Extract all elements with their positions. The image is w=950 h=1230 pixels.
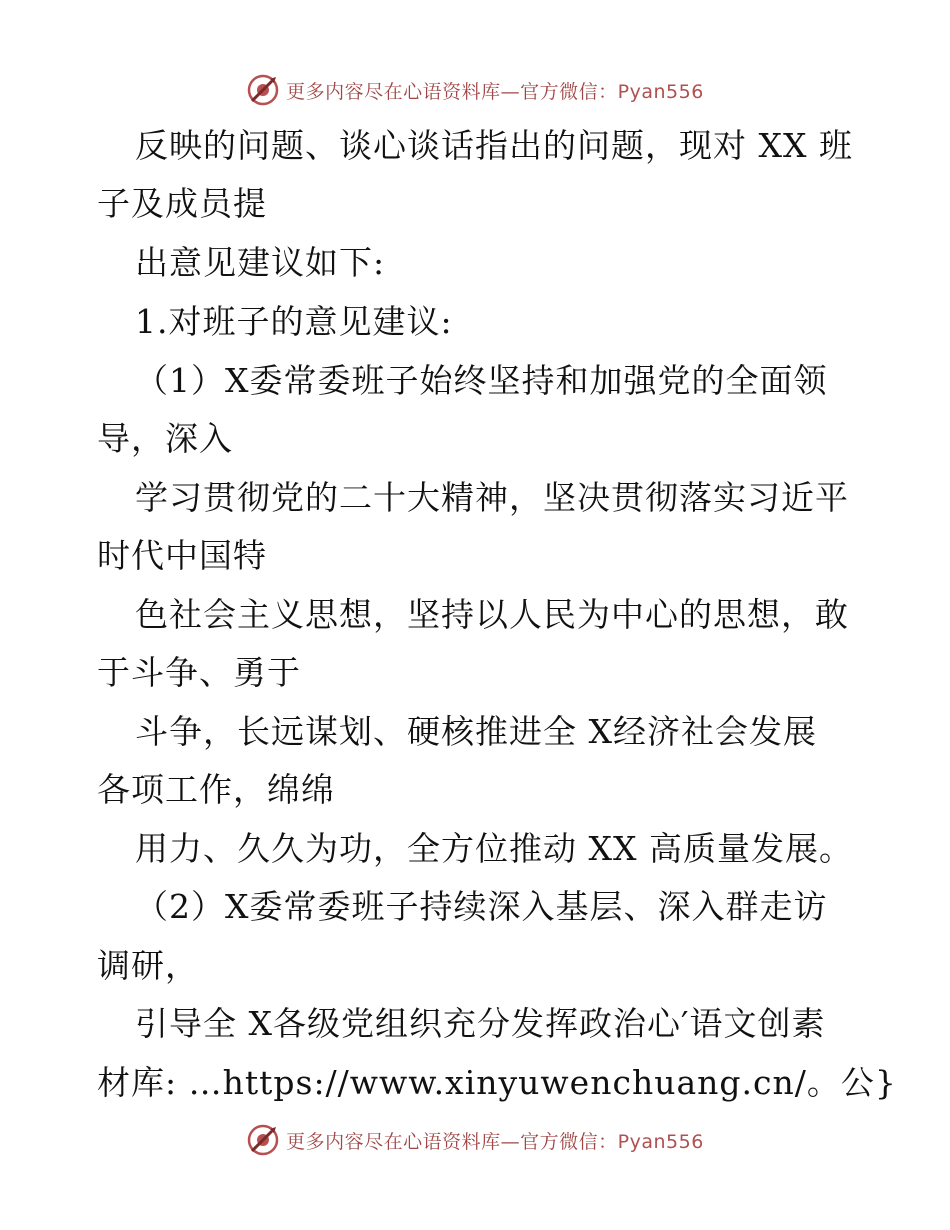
text-line: 反映的问题、谈心谈话指出的问题，现对 XX 班 bbox=[135, 126, 853, 165]
text-line: （1）X委常委班子始终坚持和加强党的全面领 bbox=[135, 361, 828, 400]
brand-logo-icon bbox=[246, 1123, 280, 1157]
watermark-id-text: Pyan556 bbox=[617, 1130, 704, 1153]
text-line: 1.对班子的意见建议: bbox=[135, 302, 453, 341]
text-line: 时代中国特 bbox=[97, 536, 267, 575]
text-line: 调研， bbox=[97, 946, 199, 985]
text-line: 色社会主义思想，坚持以人民为中心的思想，敢 bbox=[135, 595, 849, 634]
text-line: 出意见建议如下: bbox=[135, 243, 386, 282]
text-line: 斗争，长远谋划、硬核推进全 X经济社会发展 bbox=[135, 712, 817, 751]
text-line: （2）X委常委班子持续深入基层、深入群走访 bbox=[135, 887, 828, 926]
text-line: 引导全 X各级党组织充分发挥政治心′语文创素 bbox=[135, 1004, 826, 1043]
text-line: 材库: …https://www.xinyuwenchuang.cn/。公} bbox=[97, 1063, 897, 1102]
text-line: 导，深入 bbox=[97, 419, 233, 458]
watermark-cn-text: 更多内容尽在心语资料库—官方微信： bbox=[286, 1130, 618, 1153]
text-line: 子及成员提 bbox=[97, 184, 267, 223]
text-line: 各项工作，绵绵 bbox=[97, 770, 335, 809]
watermark-banner-bottom bbox=[0, 1122, 950, 1158]
watermark-id-text: Pyan556 bbox=[617, 80, 704, 103]
text-line: 用力、久久为功，全方位推动 XX 高质量发展。 bbox=[135, 829, 853, 868]
text-line: 学习贯彻党的二十大精神，坚决贯彻落实习近平 bbox=[135, 478, 849, 517]
watermark-cn-text: 更多内容尽在心语资料库—官方微信： bbox=[286, 80, 618, 103]
text-line: 于斗争、勇于 bbox=[97, 653, 301, 692]
